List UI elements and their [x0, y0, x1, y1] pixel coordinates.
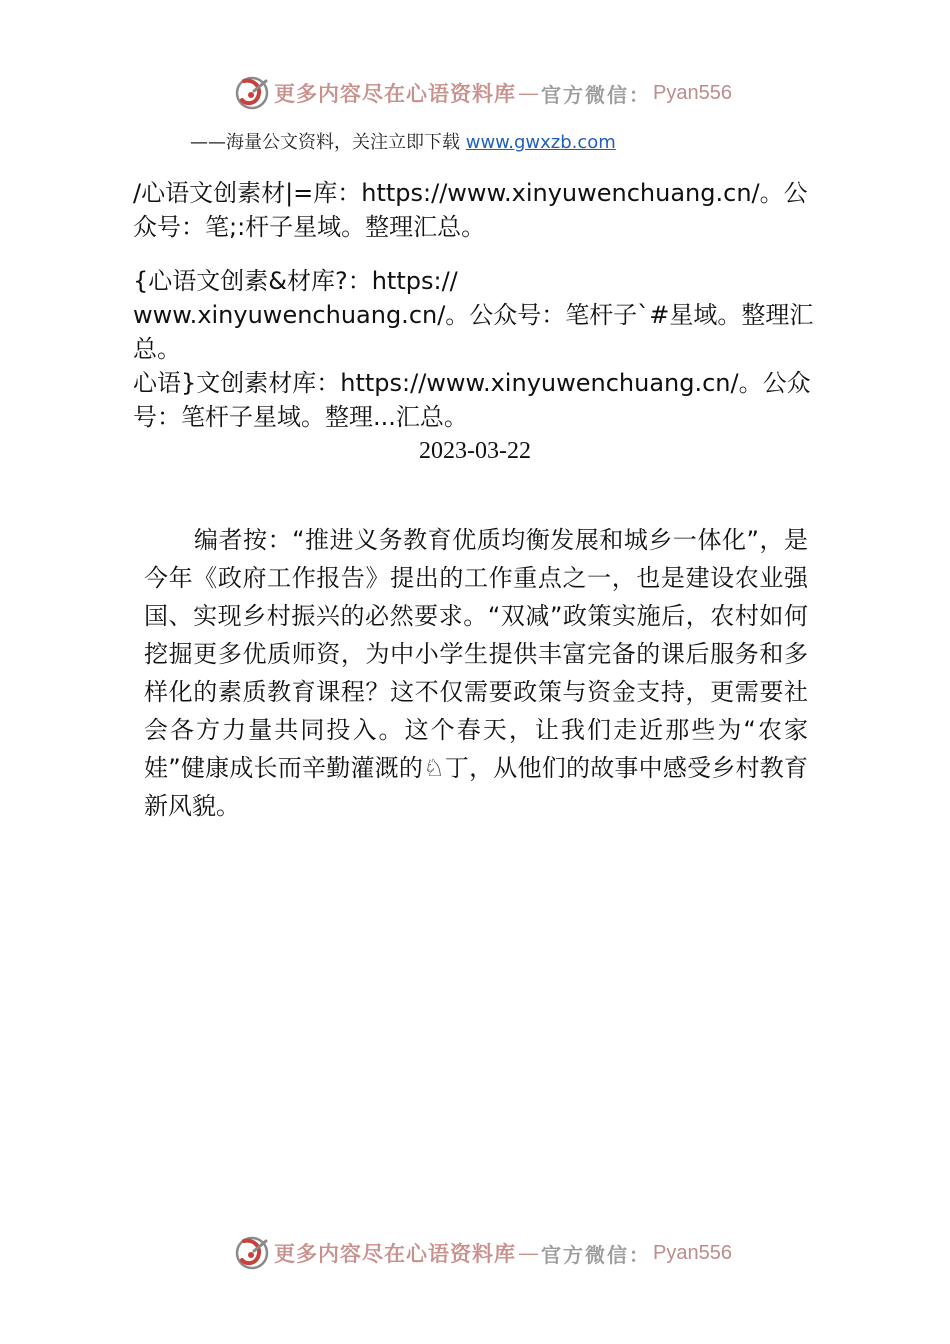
banner-wechat-label: 官方微信： — [541, 82, 651, 107]
promo-paragraph-1: /心语文创素材|=库：https://www.xinyuwenchuang.cn/。公众号：笔;:杆子星域。整理汇总。 — [133, 179, 808, 241]
banner-slogan: 更多内容尽在心语资料库 — [274, 81, 516, 106]
download-link[interactable]: www.gwxzb.com — [465, 132, 616, 153]
header-banner — [232, 72, 732, 114]
brand-logo-icon — [232, 1233, 272, 1273]
promo-paragraph-3: 心语}文创素材库：https://www.xinyuwenchuang.cn/。公众号：笔杆子星域。整理...汇总。 — [133, 369, 811, 431]
footer-wechat-id: Pyan556 — [653, 1241, 732, 1264]
footer-slogan: 更多内容尽在心语资料库 — [274, 1241, 516, 1266]
promo-paragraph-2: {心语文创素&材库?：https:// www.xinyuwenchuang.cn/。公众号：笔杆子`#星域。整理汇总。 — [133, 267, 814, 363]
footer-dash: — — [518, 1241, 539, 1265]
brand-logo-icon — [232, 73, 272, 113]
footer-wechat-label: 官方微信： — [541, 1242, 651, 1267]
download-note — [190, 128, 616, 154]
article-date: 2023-03-22 — [419, 438, 531, 464]
footer-banner — [232, 1232, 732, 1274]
editor-note: 编者按：“推进义务教育优质均衡发展和城乡一体化”，是今年《政府工作报告》提出的工作重点之一，也是建设农业强国、实现乡村振兴的必然要求。“双减”政策实施后，农村如何挖掘更多优质师资，为中小学生提供丰富完备的课后服务和多样化的素质教育课程？这不仅需要政策与资金支持，更需要社会各方力量共同投入。这个春天，让我们走近那些为“农家娃”健康成长而辛勤灌溉的♘丁，从他们的故事中感受乡村教育新风貌。 — [144, 526, 808, 820]
banner-dash: — — [518, 81, 539, 105]
download-note-text: ——海量公文资料，关注立即下载 — [190, 132, 466, 153]
banner-wechat-id: Pyan556 — [653, 81, 732, 104]
